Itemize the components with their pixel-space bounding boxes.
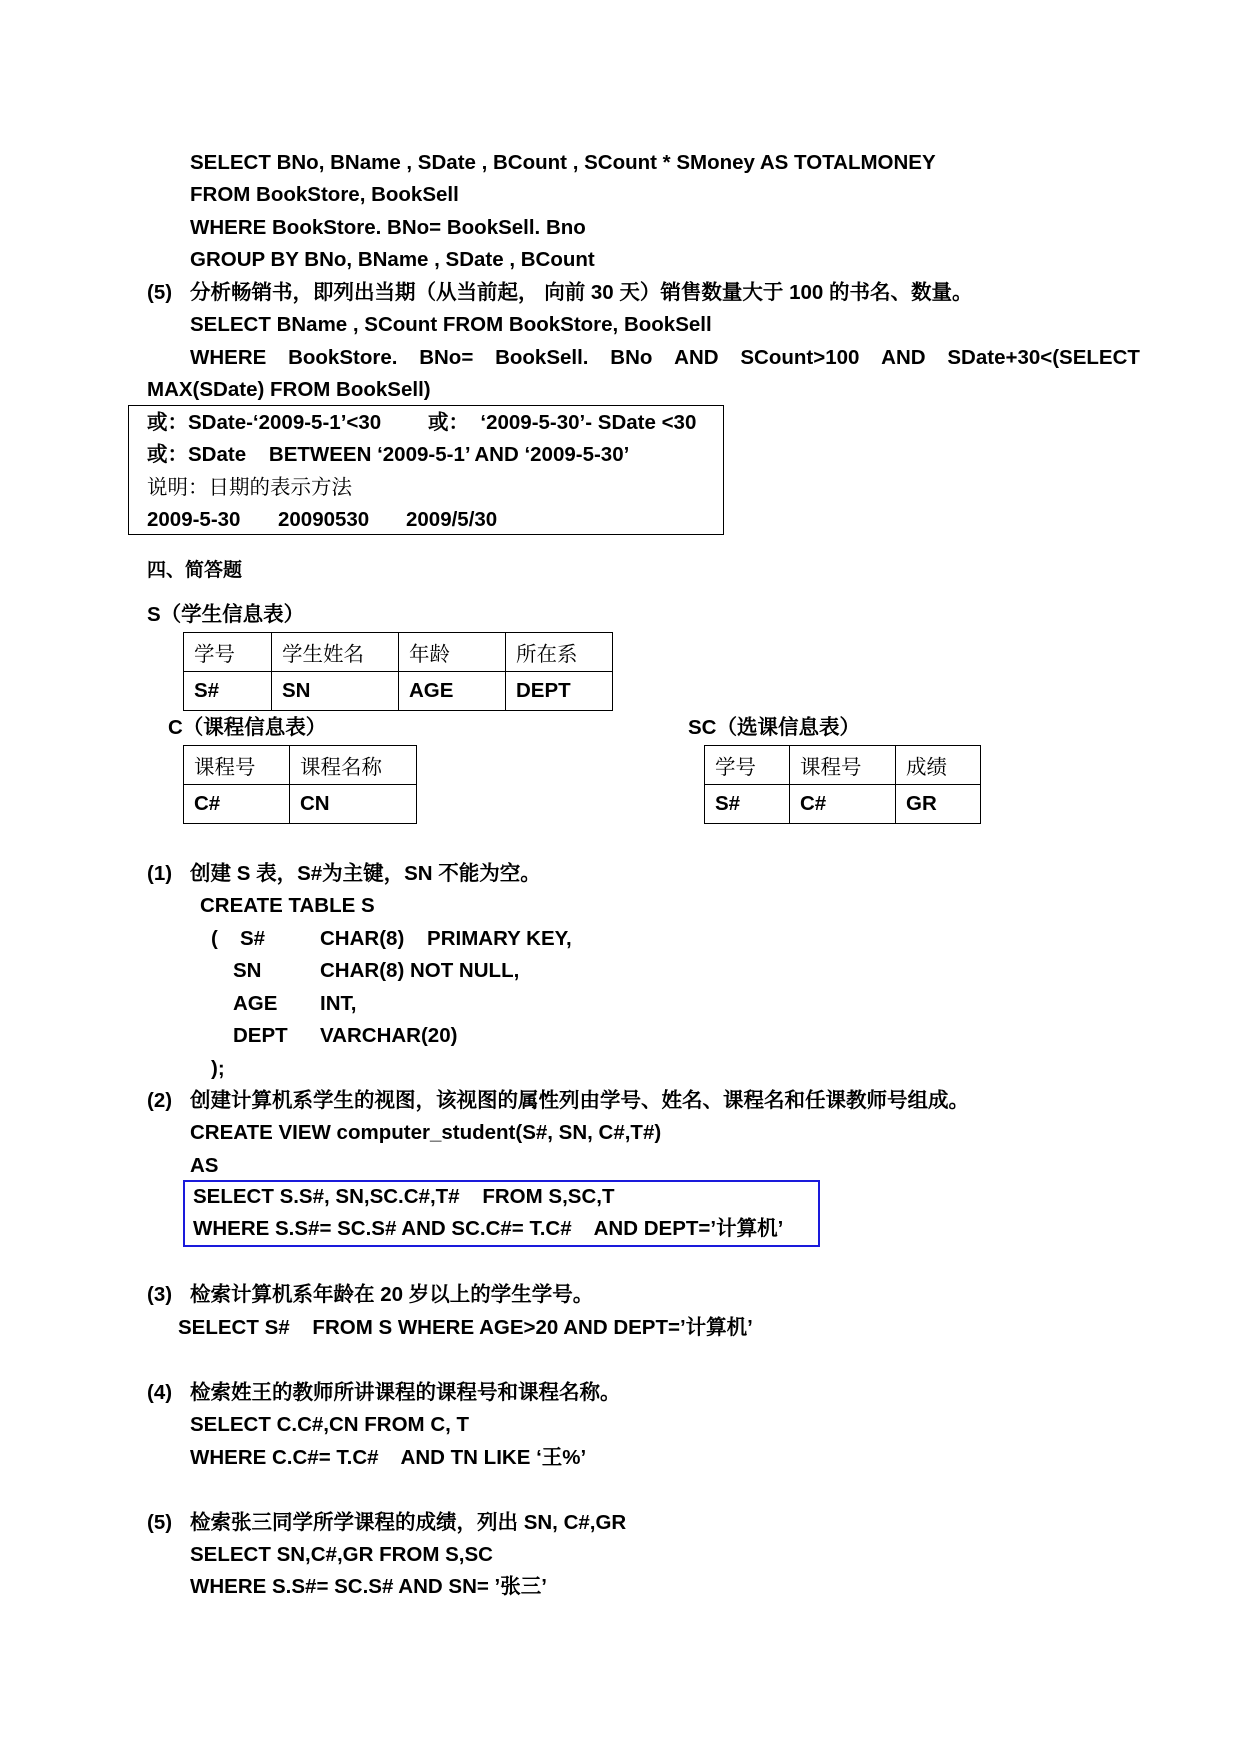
a1-col-name: DEPT [233, 1024, 288, 1047]
q5-title: 分析畅销书，即列出当期（从当前起， 向前 30 天）销售数量大于 100 的书名、数量。 [190, 281, 973, 304]
q5-sql-line-1: SELECT BName , SCount FROM BookStore, BookSell [190, 313, 712, 336]
a2-title: 创建计算机系学生的视图，该视图的属性列由学号、姓名、课程名和任课教师号组成。 [190, 1089, 969, 1112]
date-note-4b: 20090530 [278, 508, 370, 531]
table-c-header-cell: 课程名称 [290, 746, 417, 785]
table-s [183, 632, 613, 711]
q5-sql-where-line [190, 346, 1140, 370]
table-sc-header-cell: 课程号 [790, 746, 896, 785]
table-s-header-cell: 学号 [184, 633, 272, 672]
date-note-1a: 或：SDate-‘2009-5-1’<30 [147, 411, 382, 434]
a2-sql-line-1: CREATE VIEW computer_student(S#, SN, C#,T#) [190, 1121, 662, 1144]
a3-number: (3) [147, 1283, 173, 1306]
date-note-3: 说明：日期的表示方法 [147, 476, 352, 499]
a1-col-type: CHAR(8) NOT NULL, [320, 959, 520, 982]
table-sc-header-cell: 成绩 [896, 746, 981, 785]
a5-title: 检索张三同学所学课程的成绩，列出 SN, C#,GR [190, 1511, 627, 1534]
a1-col-type: VARCHAR(20) [320, 1024, 458, 1047]
table-sc-caption: SC（选课信息表） [688, 716, 860, 739]
table-s-caption: S（学生信息表） [147, 603, 305, 626]
table-c-caption: C（课程信息表） [168, 716, 327, 739]
q4-sql-line-3: WHERE BookStore. BNo= BookSell. Bno [190, 216, 586, 239]
a4-sql-line-1: SELECT C.C#,CN FROM C, T [190, 1413, 470, 1436]
a1-col-type: CHAR(8) PRIMARY KEY, [320, 927, 572, 950]
where-word: BNo= [419, 346, 474, 369]
date-note-1b: 或： ‘2009-5-30’- SDate <30 [428, 411, 697, 434]
a2-box-line-1: SELECT S.S#, SN,SC.C#,T# FROM S,SC,T [193, 1185, 615, 1208]
table-s-header-cell: 所在系 [506, 633, 613, 672]
a5-number: (5) [147, 1511, 173, 1534]
a1-number: (1) [147, 862, 173, 885]
a2-number: (2) [147, 1089, 173, 1112]
table-s-cell: DEPT [506, 672, 613, 711]
a1-close-paren: ); [211, 1057, 225, 1080]
where-word: SCount>100 [740, 346, 860, 369]
a1-col-name: AGE [233, 992, 278, 1015]
a1-title: 创建 S 表，S#为主键，SN 不能为空。 [190, 862, 541, 885]
q4-sql-line-2: FROM BookStore, BookSell [190, 183, 459, 206]
where-word: SDate+30<(SELECT [947, 346, 1140, 369]
section-heading: 四、简答题 [147, 559, 243, 581]
a1-col-name: S# [240, 927, 266, 950]
date-note-4a: 2009-5-30 [147, 508, 241, 531]
table-sc-cell: GR [896, 785, 981, 824]
table-s-cell: AGE [399, 672, 506, 711]
table-s-cell: S# [184, 672, 272, 711]
a2-box-line-2: WHERE S.S#= SC.S# AND SC.C#= T.C# AND DEPT=’计算机’ [193, 1217, 784, 1240]
a5-sql-line-1: SELECT SN,C#,GR FROM S,SC [190, 1543, 493, 1566]
table-sc-cell: C# [790, 785, 896, 824]
q4-sql-line-1: SELECT BNo, BName , SDate , BCount , SCount * SMoney AS TOTALMONEY [190, 151, 936, 174]
a4-number: (4) [147, 1381, 173, 1404]
table-s-header-cell: 学生姓名 [272, 633, 399, 672]
where-word: AND [674, 346, 719, 369]
a4-title: 检索姓王的教师所讲课程的课程号和课程名称。 [190, 1381, 621, 1404]
q4-sql-line-4: GROUP BY BNo, BName , SDate , BCount [190, 248, 595, 271]
a4-sql-line-2: WHERE C.C#= T.C# AND TN LIKE ‘王%’ [190, 1446, 587, 1469]
view-select-box [183, 1180, 820, 1247]
a2-sql-line-2: AS [190, 1154, 219, 1177]
table-c [183, 745, 417, 824]
date-note-4c: 2009/5/30 [406, 508, 498, 531]
a1-col-name: SN [233, 959, 262, 982]
table-sc-header-cell: 学号 [705, 746, 790, 785]
where-word: WHERE [190, 346, 267, 369]
q5-number: (5) [147, 281, 173, 304]
a1-col-type: INT, [320, 992, 357, 1015]
a1-create-line: CREATE TABLE S [200, 894, 375, 917]
table-sc [704, 745, 981, 824]
where-word: BookStore. [288, 346, 398, 369]
where-word: AND [881, 346, 926, 369]
where-word: BookSell. [495, 346, 589, 369]
a3-sql-line-1: SELECT S# FROM S WHERE AGE>20 AND DEPT=’计算机’ [178, 1316, 753, 1339]
where-word: BNo [610, 346, 653, 369]
table-s-header-cell: 年龄 [399, 633, 506, 672]
table-s-cell: SN [272, 672, 399, 711]
date-note-2: 或：SDate BETWEEN ‘2009-5-1’ AND ‘2009-5-30’ [147, 443, 630, 466]
a3-title: 检索计算机系年龄在 20 岁以上的学生学号。 [190, 1283, 594, 1306]
table-c-cell: C# [184, 785, 290, 824]
a5-sql-line-2: WHERE S.S#= SC.S# AND SN= ’张三’ [190, 1575, 547, 1598]
a1-open-paren: ( [211, 927, 218, 950]
table-sc-cell: S# [705, 785, 790, 824]
table-c-cell: CN [290, 785, 417, 824]
q5-sql-line-3: MAX(SDate) FROM BookSell) [147, 378, 431, 401]
table-c-header-cell: 课程号 [184, 746, 290, 785]
